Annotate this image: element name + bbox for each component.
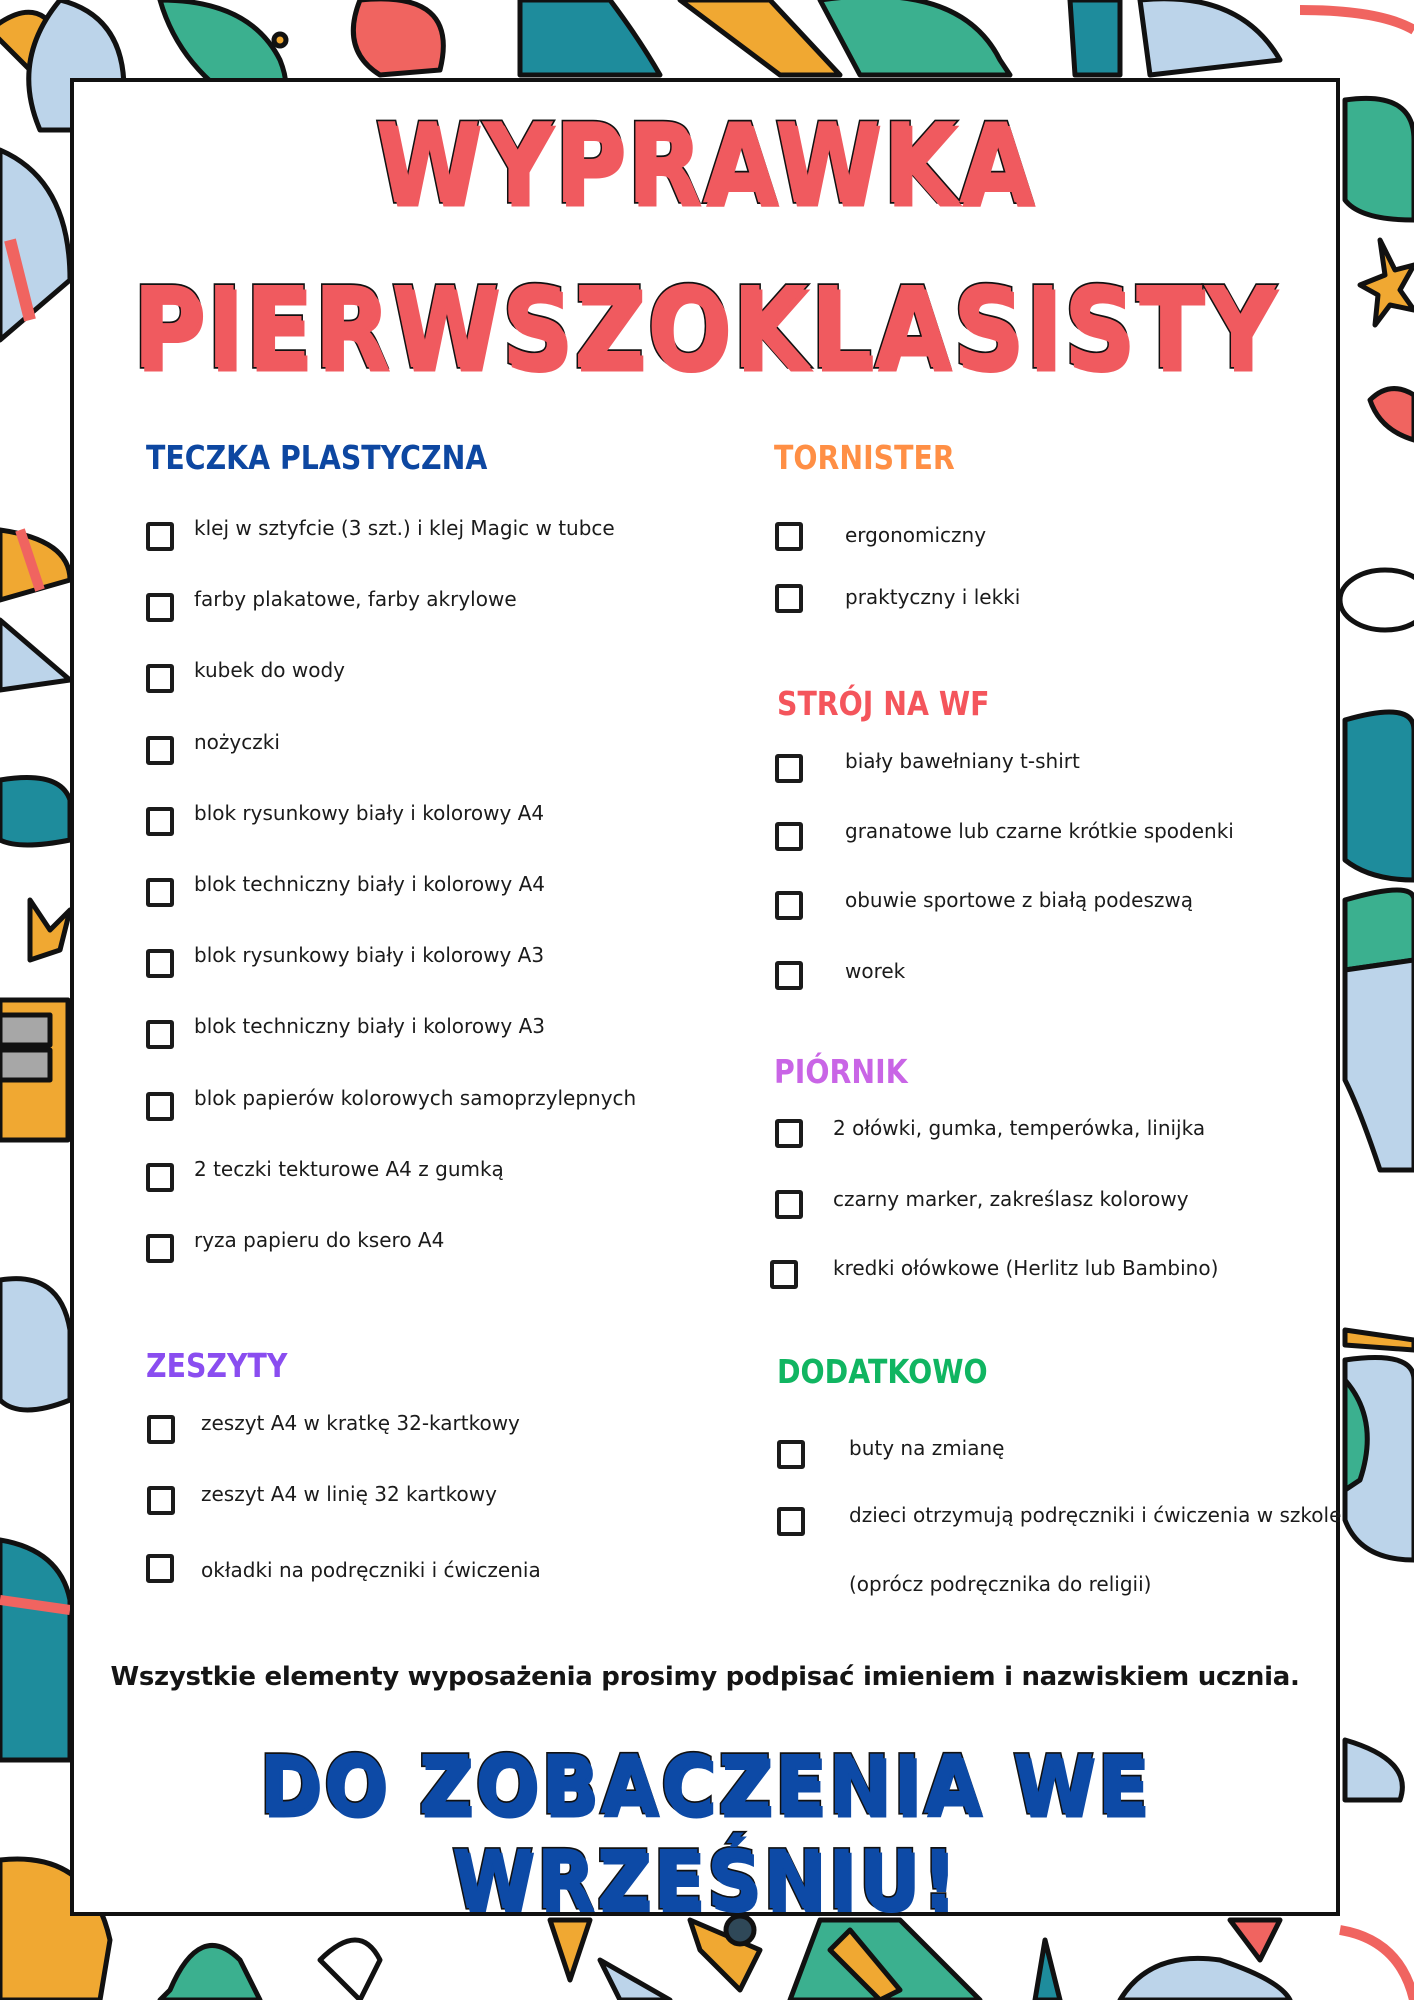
checkbox[interactable] <box>777 1507 805 1536</box>
list-item <box>775 749 1080 783</box>
section-title-teczka: TECZKA PLASTYCZNA <box>146 438 488 477</box>
item-label: ryza papieru do ksero A4 <box>194 1228 445 1252</box>
list-item <box>770 1256 1219 1289</box>
list-item <box>146 587 517 622</box>
list-item <box>146 658 345 693</box>
list-item <box>777 1436 1005 1469</box>
item-label: worek <box>845 959 906 983</box>
item-label: praktyczny i lekki <box>845 585 1021 609</box>
checkbox[interactable] <box>146 1092 174 1121</box>
list-item <box>775 522 986 551</box>
item-label: kubek do wody <box>194 658 345 682</box>
checkbox[interactable] <box>146 593 174 622</box>
list-item <box>146 1228 445 1263</box>
list-item <box>146 516 615 551</box>
item-label: buty na zmianę <box>849 1436 1005 1460</box>
item-label: zeszyt A4 w kratkę 32-kartkowy <box>201 1411 520 1435</box>
list-item <box>775 819 1234 851</box>
checkbox[interactable] <box>775 822 803 851</box>
checkbox[interactable] <box>146 949 174 978</box>
checkbox[interactable] <box>146 664 174 693</box>
list-item <box>775 584 1020 613</box>
item-label: blok techniczny biały i kolorowy A3 <box>194 1014 546 1038</box>
checkbox[interactable] <box>146 736 174 765</box>
item-label: okładki na podręczniki i ćwiczenia <box>201 1558 541 1582</box>
list-item <box>775 1187 1189 1219</box>
list-item <box>146 730 280 765</box>
list-item <box>775 961 905 990</box>
checkbox[interactable] <box>146 878 174 907</box>
footer-note: Wszystkie elementy wyposażenia prosimy podpisać imieniem i nazwiskiem ucznia. <box>110 1662 1300 1692</box>
list-item <box>146 943 545 978</box>
item-label: blok techniczny biały i kolorowy A4 <box>194 872 546 896</box>
section-title-stroj: STRÓJ NA WF <box>777 684 990 723</box>
list-item <box>777 1503 1342 1536</box>
list-item <box>146 872 546 907</box>
item-label: klej w sztyfcie (3 szt.) i klej Magic w tubce <box>194 516 615 540</box>
item-label: kredki ołówkowe (Herlitz lub Bambino) <box>833 1256 1219 1280</box>
list-item <box>146 1554 541 1583</box>
list-item <box>146 1014 546 1049</box>
item-label: biały bawełniany t-shirt <box>845 749 1080 773</box>
checkbox[interactable] <box>770 1260 798 1289</box>
item-label: 2 ołówki, gumka, temperówka, linijka <box>833 1116 1206 1140</box>
checkbox[interactable] <box>147 1415 175 1444</box>
item-label: ergonomiczny <box>845 523 987 547</box>
checkbox[interactable] <box>775 1119 803 1148</box>
checkbox[interactable] <box>146 1163 174 1192</box>
checkbox[interactable] <box>146 1234 174 1263</box>
checkbox[interactable] <box>775 891 803 920</box>
title-line-1: WYPRAWKA <box>374 99 1036 229</box>
checkbox[interactable] <box>775 584 803 613</box>
checkbox[interactable] <box>146 807 174 836</box>
item-label: blok rysunkowy biały i kolorowy A4 <box>194 801 545 825</box>
item-label: blok rysunkowy biały i kolorowy A3 <box>194 943 545 967</box>
item-label: zeszyt A4 w linię 32 kartkowy <box>201 1482 497 1506</box>
checkbox[interactable] <box>775 522 803 551</box>
checkbox[interactable] <box>775 1190 803 1219</box>
checkbox[interactable] <box>775 754 803 783</box>
item-label: czarny marker, zakreślasz kolorowy <box>833 1187 1189 1211</box>
item-label: dzieci otrzymują podręczniki i ćwiczenia w szkole <box>849 1503 1342 1527</box>
checkbox[interactable] <box>146 1020 174 1049</box>
item-label: farby plakatowe, farby akrylowe <box>194 587 517 611</box>
item-label: blok papierów kolorowych samoprzylepnych <box>194 1086 637 1110</box>
item-note: (oprócz podręcznika do religii) <box>849 1572 1152 1596</box>
checkbox[interactable] <box>147 1486 175 1515</box>
checkbox[interactable] <box>775 961 803 990</box>
checkbox[interactable] <box>146 522 174 551</box>
checkbox[interactable] <box>146 1554 174 1583</box>
list-item <box>146 1157 504 1192</box>
goodbye-banner: DO ZOBACZENIA WE WRZEŚNIU! <box>259 1738 1151 1928</box>
list-item <box>146 1086 637 1121</box>
item-label: obuwie sportowe z białą podeszwą <box>845 888 1193 912</box>
title-line-2: PIERWSZOKLASISTY <box>132 263 1278 395</box>
section-title-piornik: PIÓRNIK <box>774 1052 908 1091</box>
item-label: granatowe lub czarne krótkie spodenki <box>845 819 1234 843</box>
list-item <box>775 1116 1206 1148</box>
list-item <box>775 888 1193 920</box>
section-title-dodatkowo: DODATKOWO <box>777 1352 988 1391</box>
section-title-tornister: TORNISTER <box>774 438 955 477</box>
list-item-note <box>849 1572 1151 1596</box>
section-title-zeszyty: ZESZYTY <box>146 1346 288 1385</box>
item-label: nożyczki <box>194 730 280 754</box>
checkbox[interactable] <box>777 1440 805 1469</box>
list-item <box>147 1482 497 1515</box>
list-item <box>146 801 545 836</box>
list-item <box>147 1411 520 1444</box>
item-label: 2 teczki tekturowe A4 z gumką <box>194 1157 504 1181</box>
checklist-card <box>70 78 1342 1928</box>
